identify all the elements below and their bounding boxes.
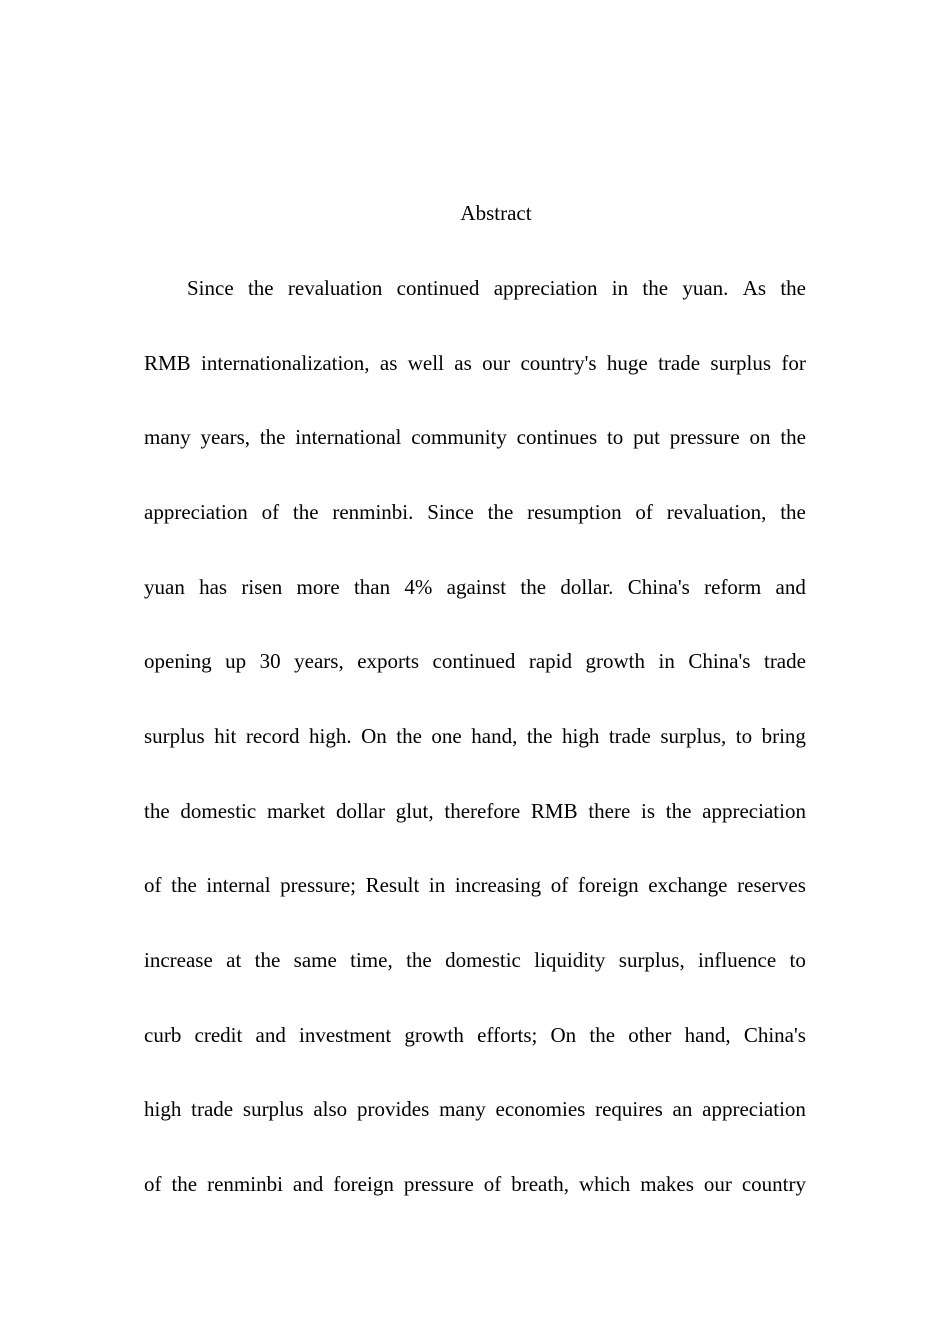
body-word: to xyxy=(789,948,806,972)
body-word: of xyxy=(635,500,653,524)
body-line xyxy=(144,348,806,378)
body-word: the xyxy=(589,1023,616,1047)
body-word: our xyxy=(703,1172,732,1196)
body-word: same xyxy=(293,948,337,972)
body-word: the xyxy=(780,425,806,449)
body-word: trade xyxy=(658,351,701,375)
body-word: also xyxy=(313,1097,348,1121)
body-word: many xyxy=(439,1097,486,1121)
abstract-heading: Abstract xyxy=(460,201,532,225)
body-word: the xyxy=(171,1172,198,1196)
body-line xyxy=(144,1169,806,1199)
body-line xyxy=(144,497,806,527)
body-word: trade xyxy=(608,724,651,748)
body-word: there xyxy=(588,799,631,823)
body-word: appreciation xyxy=(702,799,806,823)
body-word: pressure xyxy=(669,425,740,449)
body-word: 4% xyxy=(404,575,433,599)
body-word: domestic xyxy=(445,948,521,972)
body-word: growth xyxy=(404,1023,464,1047)
body-word: exchange xyxy=(648,873,728,897)
body-word: of xyxy=(144,1172,162,1196)
body-word: exports xyxy=(357,649,420,673)
body-word: of xyxy=(550,873,569,897)
body-word: in xyxy=(658,649,675,673)
body-word: yuan. xyxy=(682,276,729,300)
body-word: internationalization, xyxy=(201,351,370,375)
body-word: the xyxy=(144,799,170,823)
body-word: On xyxy=(361,724,387,748)
body-line xyxy=(144,646,806,676)
body-word: the xyxy=(247,276,274,300)
body-word: the xyxy=(780,276,806,300)
body-word: in xyxy=(611,276,629,300)
body-word: revaluation, xyxy=(666,500,767,524)
body-word: country's xyxy=(520,351,597,375)
body-word: put xyxy=(633,425,660,449)
body-word: provides xyxy=(356,1097,430,1121)
body-word: the xyxy=(259,425,286,449)
body-word: foreign xyxy=(577,873,639,897)
body-word: the xyxy=(171,873,197,897)
body-word: yuan xyxy=(144,575,185,599)
body-word: increase xyxy=(144,948,213,972)
body-word: our xyxy=(482,351,511,375)
body-word: curb xyxy=(144,1023,182,1047)
body-word: to xyxy=(735,724,753,748)
body-word: renminbi. xyxy=(332,500,414,524)
body-word: Since xyxy=(187,276,234,300)
body-word: trade xyxy=(191,1097,234,1121)
body-word: appreciation xyxy=(144,500,248,524)
body-line xyxy=(144,945,806,975)
body-word: credit xyxy=(194,1023,243,1047)
body-word: is xyxy=(641,799,656,823)
body-word: of xyxy=(144,873,162,897)
body-word: up xyxy=(225,649,247,673)
body-word: surplus xyxy=(242,1097,304,1121)
body-word: the xyxy=(526,724,553,748)
body-word: the xyxy=(642,276,669,300)
body-word: opening xyxy=(144,649,212,673)
body-word: as xyxy=(379,351,398,375)
body-word: hit xyxy=(214,724,237,748)
body-word: of xyxy=(483,1172,502,1196)
body-line xyxy=(187,273,806,303)
body-word: and xyxy=(255,1023,286,1047)
body-word: and xyxy=(775,575,806,599)
body-word: country xyxy=(741,1172,806,1196)
body-word: pressure; xyxy=(280,873,356,897)
body-word: the xyxy=(396,724,422,748)
body-word: well xyxy=(407,351,444,375)
body-word: appreciation xyxy=(702,1097,806,1121)
body-word: China's xyxy=(627,575,690,599)
body-word: reform xyxy=(704,575,762,599)
body-word: makes xyxy=(640,1172,694,1196)
body-word: many xyxy=(144,425,191,449)
body-word: continued xyxy=(432,649,516,673)
body-word: As xyxy=(742,276,767,300)
body-word: the xyxy=(665,799,692,823)
body-word: the xyxy=(406,948,432,972)
body-word: increasing xyxy=(454,873,542,897)
body-word: the xyxy=(254,948,281,972)
body-word: trade xyxy=(763,649,806,673)
body-word: years, xyxy=(294,649,344,673)
body-word: pressure xyxy=(403,1172,474,1196)
body-word: of xyxy=(261,500,280,524)
body-word: one xyxy=(431,724,462,748)
body-line xyxy=(144,1020,806,1050)
body-line xyxy=(144,870,806,900)
body-word: and xyxy=(292,1172,324,1196)
body-word: revaluation xyxy=(287,276,383,300)
body-word: dollar. xyxy=(560,575,614,599)
body-word: liquidity xyxy=(534,948,606,972)
body-word: investment xyxy=(299,1023,392,1047)
body-word: the xyxy=(780,500,806,524)
body-word: the xyxy=(292,500,319,524)
body-word: international xyxy=(295,425,402,449)
body-word: high xyxy=(561,724,600,748)
body-word: community xyxy=(411,425,507,449)
body-word: as xyxy=(454,351,472,375)
body-word: surplus, xyxy=(660,724,727,748)
body-word: high xyxy=(144,1097,182,1121)
body-word: resumption xyxy=(527,500,622,524)
body-word: growth xyxy=(585,649,646,673)
body-word: has xyxy=(199,575,228,599)
body-word: renminbi xyxy=(207,1172,283,1196)
body-line xyxy=(144,422,806,452)
body-word: for xyxy=(781,351,806,375)
body-word: huge xyxy=(606,351,648,375)
body-line xyxy=(144,721,806,751)
body-word: On xyxy=(550,1023,577,1047)
body-word: market xyxy=(266,799,326,823)
body-word: continued xyxy=(396,276,480,300)
body-line xyxy=(144,572,806,602)
body-word: risen xyxy=(241,575,283,599)
body-word: in xyxy=(428,873,446,897)
body-word: surplus xyxy=(710,351,772,375)
body-word: Result xyxy=(365,873,420,897)
body-word: internal xyxy=(206,873,271,897)
body-word: which xyxy=(578,1172,631,1196)
body-word: on xyxy=(749,425,771,449)
body-word: glut, xyxy=(395,799,434,823)
body-line xyxy=(144,1094,806,1124)
body-word: surplus, xyxy=(618,948,685,972)
body-word: hand, xyxy=(471,724,518,748)
body-word: bring xyxy=(761,724,806,748)
body-word: other xyxy=(628,1023,672,1047)
body-word: continues xyxy=(516,425,598,449)
body-word: efforts; xyxy=(477,1023,538,1047)
body-word: more xyxy=(296,575,340,599)
body-word: to xyxy=(606,425,624,449)
body-word: breath, xyxy=(511,1172,569,1196)
body-word: China's xyxy=(688,649,751,673)
body-word: Since xyxy=(427,500,474,524)
body-word: than xyxy=(353,575,391,599)
body-word: record xyxy=(245,724,300,748)
body-word: hand, xyxy=(684,1023,731,1047)
body-word: domestic xyxy=(180,799,257,823)
body-word: the xyxy=(520,575,547,599)
body-line xyxy=(144,796,806,826)
body-word: economies xyxy=(495,1097,586,1121)
body-word: rapid xyxy=(528,649,573,673)
body-word: at xyxy=(226,948,242,972)
body-word: appreciation xyxy=(493,276,598,300)
body-word: time, xyxy=(350,948,393,972)
body-word: requires xyxy=(595,1097,663,1121)
body-word: China's xyxy=(743,1023,806,1047)
body-word: years, xyxy=(200,425,251,449)
body-word: influence xyxy=(698,948,777,972)
body-word: RMB xyxy=(144,351,191,375)
body-word: 30 xyxy=(259,649,281,673)
body-word: the xyxy=(487,500,514,524)
body-word: reserves xyxy=(737,873,806,897)
body-word: surplus xyxy=(144,724,205,748)
body-word: foreign xyxy=(333,1172,394,1196)
body-word: against xyxy=(446,575,507,599)
body-word: therefore xyxy=(444,799,521,823)
body-word: dollar xyxy=(336,799,385,823)
body-word: an xyxy=(672,1097,693,1121)
body-word: RMB xyxy=(530,799,578,823)
body-word: high. xyxy=(309,724,352,748)
